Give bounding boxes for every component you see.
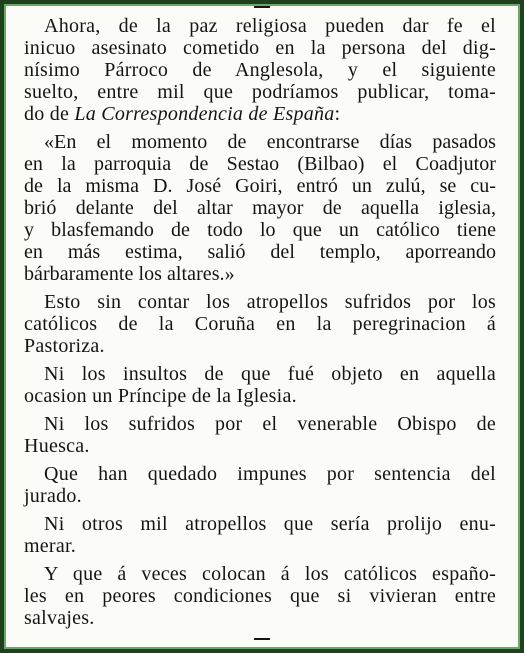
source-suffix: :: [334, 103, 341, 125]
source-prefix: do de: [24, 103, 75, 125]
quote-line-4: brió delante del altar mayor de aquella iglesia,: [24, 197, 496, 219]
paragraph-2-line-1: Esto sin contar los atropellos sufridos por los: [44, 291, 496, 313]
quote-line-3: de la misma D. José Goiri, entró un zulú, se cu-: [24, 175, 496, 197]
paragraph-5-line-1: Que han quedado impunes por sentencia del: [44, 463, 496, 485]
source-title: La Correspondencia de España: [74, 103, 335, 125]
paragraph-7-line-2: les en peores condiciones que si vivieran entre: [24, 585, 496, 607]
paragraph-1-line-5: [24, 104, 340, 124]
paragraph-7-line-3: salvajes.: [24, 607, 95, 629]
paragraph-2-line-3: Pastoriza.: [24, 335, 105, 357]
paragraph-1-line-4: suelto, entre mil que podríamos publicar, toma-: [24, 81, 496, 103]
paragraph-1-line-1: Ahora, de la paz religiosa pueden dar fe el: [44, 15, 496, 37]
paragraph-4-line-2: Huesca.: [24, 435, 90, 457]
paragraph-6-line-1: Ni otros mil atropellos que sería prolijo enu-: [44, 513, 496, 535]
paragraph-5-line-2: jurado.: [24, 485, 82, 507]
quote-line-6: en más estima, salió del templo, aporreando: [24, 241, 496, 263]
paragraph-1-line-2: inicuo asesinato cometido en la persona del dig-: [24, 37, 496, 59]
paragraph-2-line-2: católicos de la Coruña en la peregrinacion á: [24, 313, 496, 335]
quote-line-1: «En el momento de encontrarse días pasados: [44, 131, 496, 153]
paragraph-4-line-1: Ni los sufridos por el venerable Obispo de: [44, 413, 496, 435]
paragraph-7-line-1: Y que á veces colocan á los católicos españo-: [44, 563, 496, 585]
paragraph-3-line-1: Ni los insultos de que fué objeto en aquella: [44, 363, 496, 385]
quote-line-5: y blasfemando de todo lo que un católico tiene: [24, 219, 496, 241]
bottom-rule: [254, 638, 270, 640]
quote-line-2: en la parroquia de Sestao (Bilbao) el Coadjutor: [24, 153, 496, 175]
paragraph-3-line-2: ocasion un Príncipe de la Iglesia.: [24, 385, 297, 407]
top-rule: [254, 6, 270, 8]
quote-line-7: bárbaramente los altares.»: [24, 263, 235, 285]
paragraph-6-line-2: merar.: [24, 535, 77, 557]
paragraph-1-line-3: nísimo Párroco de Anglesola, y el siguiente: [24, 59, 496, 81]
